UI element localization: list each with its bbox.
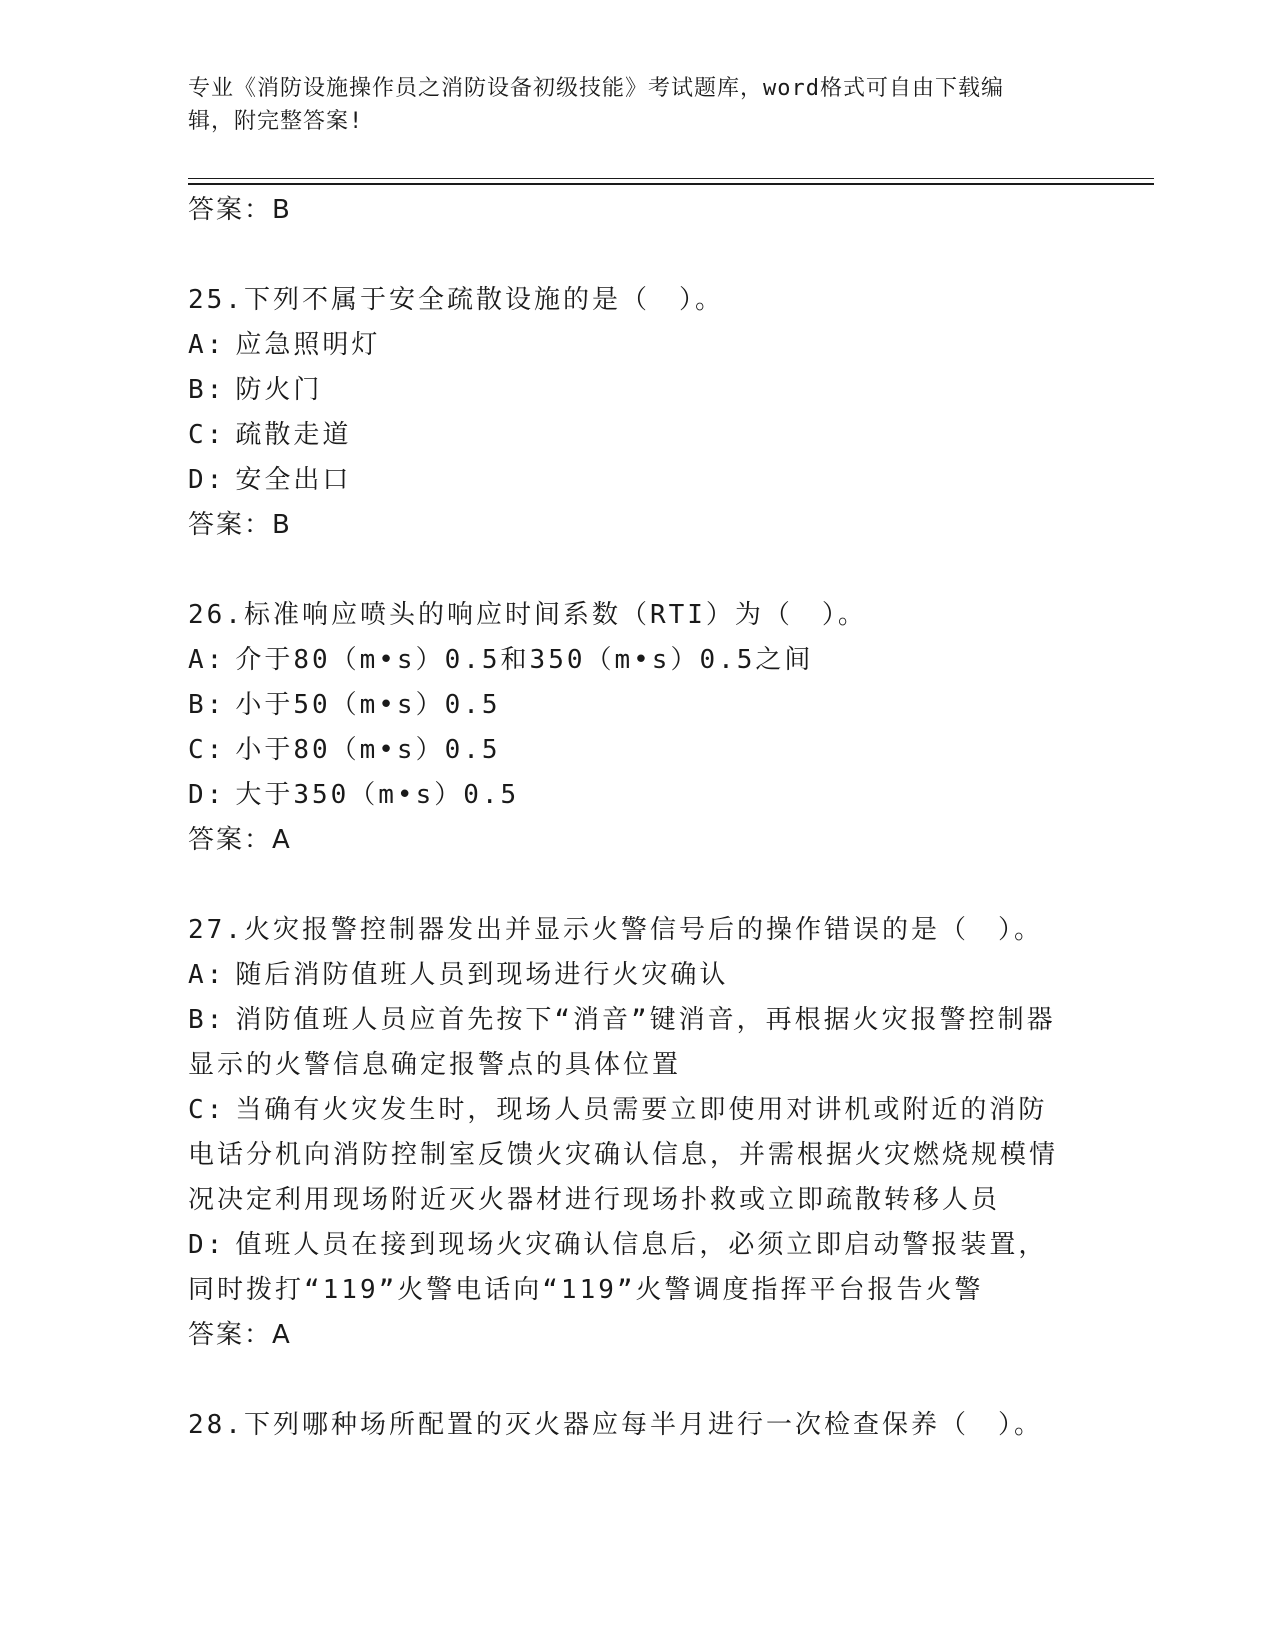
option-b: [188, 368, 1088, 413]
question-text: 26.标准响应喷头的响应时间系数（RTI）为（ ）。: [188, 600, 867, 630]
question-28: [188, 1403, 1088, 1448]
option-text: 小于50（m•s）0.5: [235, 690, 501, 720]
option-d: [188, 458, 1088, 503]
option-text: 当确有火灾发生时，现场人员需要立即使用对讲机或附近的消防电话分机向消防控制室反馈火灾确认信息，并需根据火灾燃烧规模情况决定利用现场附近灭火器材进行现场扑救或立即疏散转移人员: [188, 1095, 1059, 1215]
option-letter: D:: [188, 780, 226, 810]
option-letter: A:: [188, 330, 226, 360]
option-b: [188, 998, 1068, 1088]
answer-label: 答案：B: [188, 510, 292, 540]
document-header: [188, 72, 1068, 138]
question-27: [188, 908, 1068, 1358]
question-26: [188, 593, 1088, 863]
option-text: 值班人员在接到现场火灾确认信息后，必须立即启动警报装置，同时拨打“119”火警电话向“119”火警调度指挥平台报告火警: [188, 1230, 1048, 1305]
option-text: 随后消防值班人员到现场进行火灾确认: [235, 960, 729, 990]
option-d: [188, 1223, 1068, 1313]
option-a: [188, 638, 1088, 683]
option-letter: B:: [188, 690, 226, 720]
option-letter: C:: [188, 1095, 226, 1125]
option-b: [188, 683, 1088, 728]
option-c: [188, 728, 1088, 773]
answer-label: 答案：A: [188, 825, 292, 855]
option-text: 介于80（m•s）0.5和350（m•s）0.5之间: [235, 645, 814, 675]
header-divider-thin: [188, 178, 1154, 179]
option-d: [188, 773, 1088, 818]
question-text: 25.下列不属于安全疏散设施的是（ ）。: [188, 285, 724, 315]
option-letter: D:: [188, 465, 226, 495]
option-text: 防火门: [235, 375, 323, 405]
option-letter: B:: [188, 375, 226, 405]
header-divider-thick: [188, 183, 1154, 185]
option-text: 安全出口: [235, 465, 352, 495]
option-letter: D:: [188, 1230, 226, 1260]
option-letter: A:: [188, 645, 226, 675]
option-letter: C:: [188, 735, 226, 765]
option-a: [188, 323, 1088, 368]
option-letter: A:: [188, 960, 226, 990]
question-text: 28.下列哪种场所配置的灭火器应每半月进行一次检查保养（ ）。: [188, 1410, 1043, 1440]
option-text: 疏散走道: [235, 420, 352, 450]
option-text: 应急照明灯: [235, 330, 381, 360]
option-text: 大于350（m•s）0.5: [235, 780, 520, 810]
question-25: [188, 278, 1088, 548]
question-text: 27.火灾报警控制器发出并显示火警信号后的操作错误的是（ ）。: [188, 915, 1043, 945]
option-c: [188, 413, 1088, 458]
question-list: [188, 188, 1088, 1448]
header-line-1: 专业《消防设施操作员之消防设备初级技能》考试题库，word格式可自由下载编: [188, 76, 1004, 101]
option-a: [188, 953, 1068, 998]
answer-label: 答案：B: [188, 195, 292, 225]
option-text: 消防值班人员应首先按下“消音”键消音，再根据火灾报警控制器显示的火警信息确定报警点的具体位置: [188, 1005, 1056, 1080]
option-c: [188, 1088, 1068, 1223]
option-text: 小于80（m•s）0.5: [235, 735, 501, 765]
answer-label: 答案：A: [188, 1320, 292, 1350]
option-letter: C:: [188, 420, 226, 450]
header-line-2: 辑，附完整答案!: [188, 109, 364, 134]
option-letter: B:: [188, 1005, 226, 1035]
